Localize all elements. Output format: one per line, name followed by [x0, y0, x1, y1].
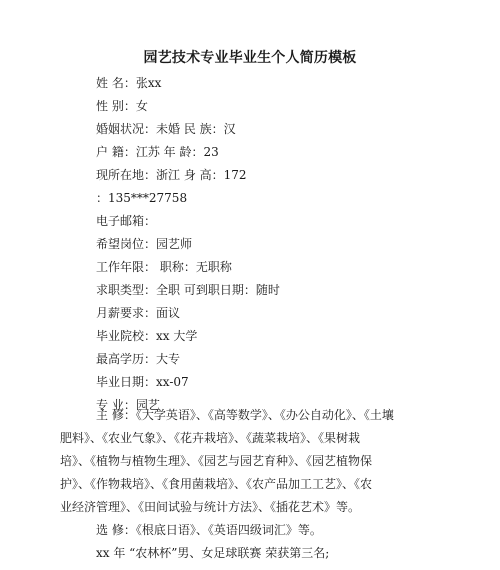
course-line: 肥料》、《农业气象》、《花卉栽培》、《蔬菜栽培》、《果树栽 — [60, 431, 361, 445]
field-location-height: 现所在地：浙江 身 高：172 — [96, 168, 247, 182]
field-phone: ：135***27758 — [96, 191, 188, 205]
field-graduation-date: 毕业日期：xx-07 — [96, 375, 189, 389]
field-gender: 性 别：女 — [96, 99, 148, 113]
personal-info-list — [96, 72, 280, 417]
document-title: 园艺技术专业毕业生个人简历模板 — [143, 50, 357, 66]
field-hometown-age: 户 籍：江苏 年 龄：23 — [96, 145, 219, 159]
field-marital-ethnicity: 婚姻状况：未婚 民 族：汉 — [96, 122, 236, 136]
field-desired-position: 希望岗位：园艺师 — [96, 237, 193, 251]
course-line: 主 修：《大学英语》、《高等数学》、《办公自动化》、《土壤 — [96, 408, 394, 422]
field-salary: 月薪要求：面议 — [96, 306, 181, 320]
field-experience-title: 工作年限： 职称：无职称 — [96, 260, 232, 274]
course-line: 业经济管理》、《田间试验与统计方法》、《插花艺术》等。 — [60, 500, 361, 514]
field-major: 专 业：园艺 — [96, 398, 160, 412]
elective-courses: 选 修：《根底日语》、《英语四级词汇》等。 — [96, 523, 322, 537]
course-line: 护》、《作物栽培》、《食用菌栽培》、《农产品加工工艺》、《农 — [60, 477, 373, 491]
field-email: 电子邮箱： — [96, 214, 157, 228]
field-school: 毕业院校：xx 大学 — [96, 329, 198, 343]
major-courses-paragraph — [60, 404, 444, 519]
field-name: 姓 名：张xx — [96, 76, 162, 90]
award-line: xx 年 “农林杯”男、女足球联赛 荣获第三名; — [96, 546, 330, 560]
course-line: 培》、《植物与植物生理》、《园艺与园艺育种》、《园艺植物保 — [60, 454, 373, 468]
field-job-type-availability: 求职类型：全职 可到职日期：随时 — [96, 283, 280, 297]
field-education: 最高学历：大专 — [96, 352, 181, 366]
